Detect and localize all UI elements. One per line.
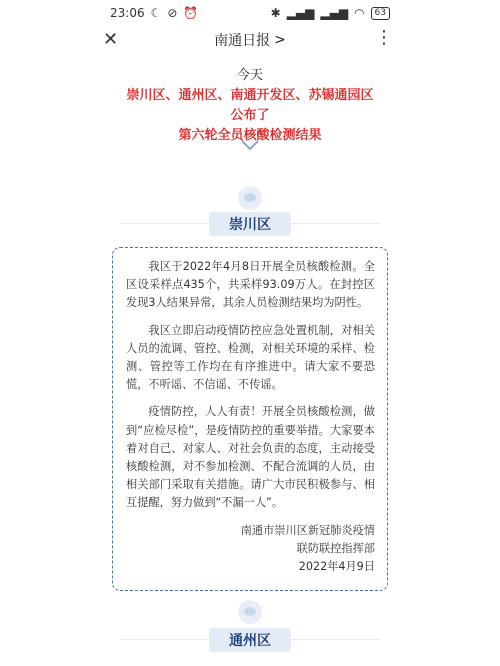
signal-icon: ▂▄▆	[286, 6, 315, 20]
signature-line: 联防联控指挥部	[296, 541, 375, 555]
more-icon[interactable]: ⋮	[375, 27, 394, 48]
notice-paragraph: 疫情防控，人人有责！开展全员核酸检测，做到“应检尽检”，是疫情防控的重要举措。大家要本着对自己、对家人、对社会负责的态度，主动接受核酸检测，对不参加检测、不配合流调的人员，由相关部门采取有关措施。请广大市民积极参与、相互提醒，努力做到“不漏一人”。	[126, 405, 375, 510]
signature-line: 南通市崇川区新冠肺炎疫情	[240, 523, 375, 537]
headline-line-2: 崇川区、通州区、南通开发区、苏锡通园区	[126, 88, 374, 103]
signal2-icon: ▂▄▆	[320, 6, 349, 20]
notice-paragraph: 我区于2022年4月8日开展全员核酸检测。全区设采样点435个，共采样93.09万人。在封控区发现3人结果异常，其余人员检测结果均为阴性。	[126, 260, 375, 310]
notice-box	[112, 247, 388, 591]
headline	[0, 66, 500, 146]
status-time: 23:06	[110, 6, 145, 20]
section-tag-chongchuan: 崇川区	[209, 212, 291, 236]
headline-line-1: 今天	[236, 68, 263, 83]
bubble-icon	[238, 600, 262, 624]
nav-bar	[0, 26, 500, 54]
moon-icon: ☾	[150, 6, 162, 20]
account-name: 南通日报	[214, 33, 271, 49]
battery-indicator: 63	[371, 7, 390, 20]
status-left	[110, 6, 198, 20]
headline-line-3: 公布了	[230, 108, 270, 123]
bubble-icon	[238, 186, 262, 210]
chevron-down-icon	[240, 138, 260, 152]
close-icon[interactable]: ✕	[103, 29, 119, 50]
alarm-icon: ⏰	[183, 6, 199, 20]
chevron-right-icon: >	[274, 32, 286, 48]
account-title[interactable]	[214, 30, 286, 50]
status-bar	[0, 0, 500, 26]
bluetooth-icon: ✱	[270, 6, 281, 20]
status-right	[271, 6, 390, 20]
section-tag-tongzhou: 通州区	[209, 628, 291, 652]
dnd-icon: ⊘	[167, 6, 178, 20]
signature-date: 2022年4月9日	[298, 560, 375, 574]
headline-line-4: 第六轮全员核酸检测结果	[178, 128, 322, 143]
wifi-icon: ◠	[354, 6, 365, 20]
notice-paragraph: 我区立即启动疫情防控应急处置机制，对相关人员的流调、管控、检测，对相关环境的采样、检测、管控等工作均在有序推进中。请大家不要恐慌，不听谣、不信谣、不传谣。	[126, 323, 375, 392]
